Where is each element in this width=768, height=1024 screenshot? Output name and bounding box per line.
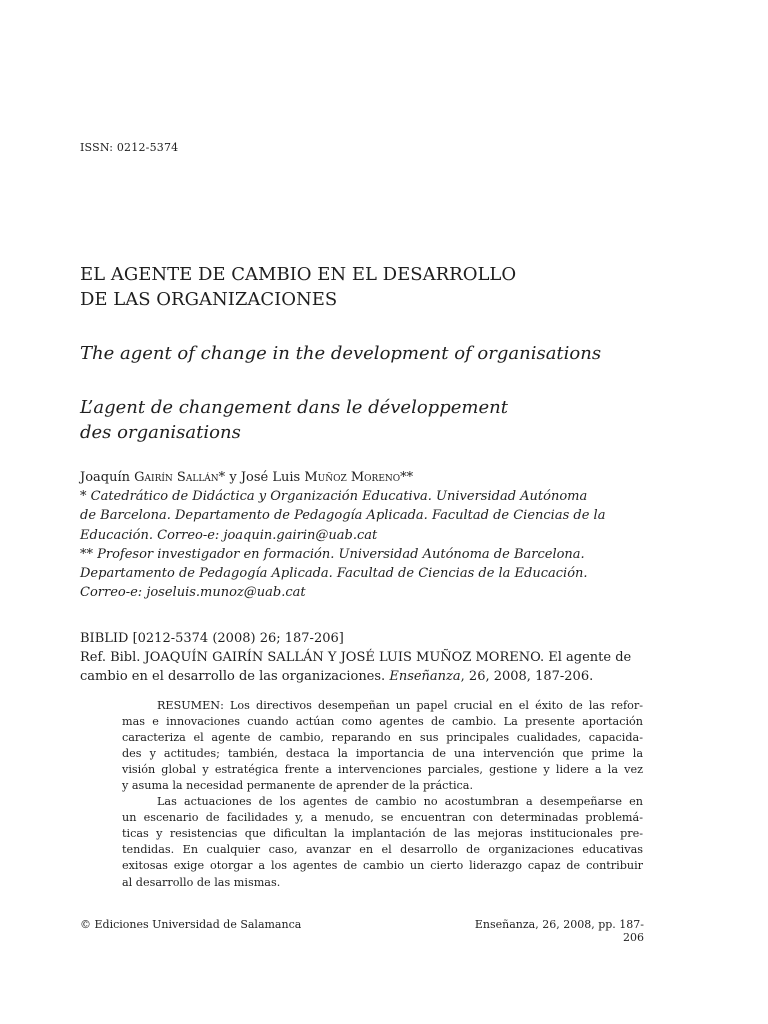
affiliation-line: de Barcelona. Departamento de Pedagogía Aplicada. Facultad de Ciencias de la	[80, 508, 606, 524]
author1-first-name: Joaquín	[80, 470, 131, 485]
affiliation-line: Departamento de Pedagogía Aplicada. Facultad de Ciencias de la Educación.	[80, 566, 588, 582]
abstract-line: RESUMEN: Los directivos desempeñan un papel crucial en el éxito de las refor-	[157, 699, 643, 712]
abstract-line: visión global y estratégica frente a intervenciones parciales, gestione y lidere a la vez	[122, 763, 643, 777]
author1-last-name: Gairín Sallán*	[134, 470, 226, 485]
biblid-line: BIBLID [0212-5374 (2008) 26; 187-206]	[80, 631, 344, 646]
ref-bibl-line	[80, 667, 660, 686]
abstract-label: RESUMEN	[157, 699, 221, 712]
article-title-spanish	[80, 262, 680, 312]
abstract-line: al desarrollo de las mismas.	[122, 875, 281, 889]
issn: ISSN: 0212-5374	[80, 141, 179, 154]
abstract-line: ticas y resistencias que dificultan la implantación de las mejoras institucionales pre-	[122, 827, 643, 841]
affiliations	[80, 487, 680, 603]
affiliation-line: Educación. Correo-e: joaquin.gairin@uab.cat	[80, 527, 378, 543]
ref-details: , 26, 2008, 187-206.	[460, 669, 594, 684]
author2-last-name: Muñoz Moreno**	[304, 470, 414, 485]
title-line: L’agent de changement dans le développement	[80, 397, 508, 418]
abstract-line: caracteriza el agente de cambio, reparando en sus principales cualidades, capacida-	[122, 731, 643, 745]
author2-first-name: José Luis	[240, 470, 301, 485]
abstract-line: exitosas exige otorgar a los agentes de cambio un cierto liderazgo capaz de contribuir	[122, 859, 643, 873]
affiliation-line: Correo-e: joseluis.munoz@uab.cat	[80, 585, 306, 601]
ref-title: cambio en el desarrollo de las organizaciones.	[80, 669, 386, 684]
affiliation-line: * Catedrático de Didáctica y Organización Educativa. Universidad Autónoma	[80, 489, 588, 504]
article-title-english: The agent of change in the development of organisations	[80, 343, 602, 364]
abstract-line: y asuma la necesidad permanente de aprender de la práctica.	[122, 779, 474, 793]
title-line: des organisations	[80, 422, 241, 443]
journal-name: Enseñanza	[389, 669, 461, 684]
copyright-footer: © Ediciones Universidad de Salamanca	[80, 918, 302, 931]
title-line: EL AGENTE DE CAMBIO EN EL DESARROLLO	[80, 264, 517, 285]
abstract-line: mas e innovaciones cuando actúan como agentes de cambio. La presente aportación	[122, 715, 643, 729]
journal-citation-footer: Enseñanza, 26, 2008, pp. 187-206	[474, 918, 644, 944]
title-line: DE LAS ORGANIZACIONES	[80, 289, 338, 310]
abstract-line: Las actuaciones de los agentes de cambio no acostumbran a desempeñarse en	[157, 795, 643, 809]
abstract-line: des y actitudes; también, destaca la importancia de una intervención que prime la	[122, 747, 643, 761]
ref-bibl-line: Ref. Bibl. JOAQUÍN GAIRÍN SALLÁN Y JOSÉ LUIS MUÑOZ MORENO. El agente de	[80, 650, 632, 665]
author-connector: y	[229, 470, 237, 485]
abstract	[122, 698, 643, 891]
bibliographic-reference	[80, 629, 660, 686]
abstract-line: tendidas. En cualquier caso, avanzar en el desarrollo de organizaciones educativas	[122, 843, 643, 857]
authors	[80, 468, 680, 487]
abstract-line: un escenario de facilidades y, a menudo, se encuentran con determinadas problemá-	[122, 811, 643, 825]
article-title-french	[80, 395, 680, 445]
affiliation-line: ** Profesor investigador en formación. Universidad Autónoma de Barcelona.	[80, 546, 585, 562]
